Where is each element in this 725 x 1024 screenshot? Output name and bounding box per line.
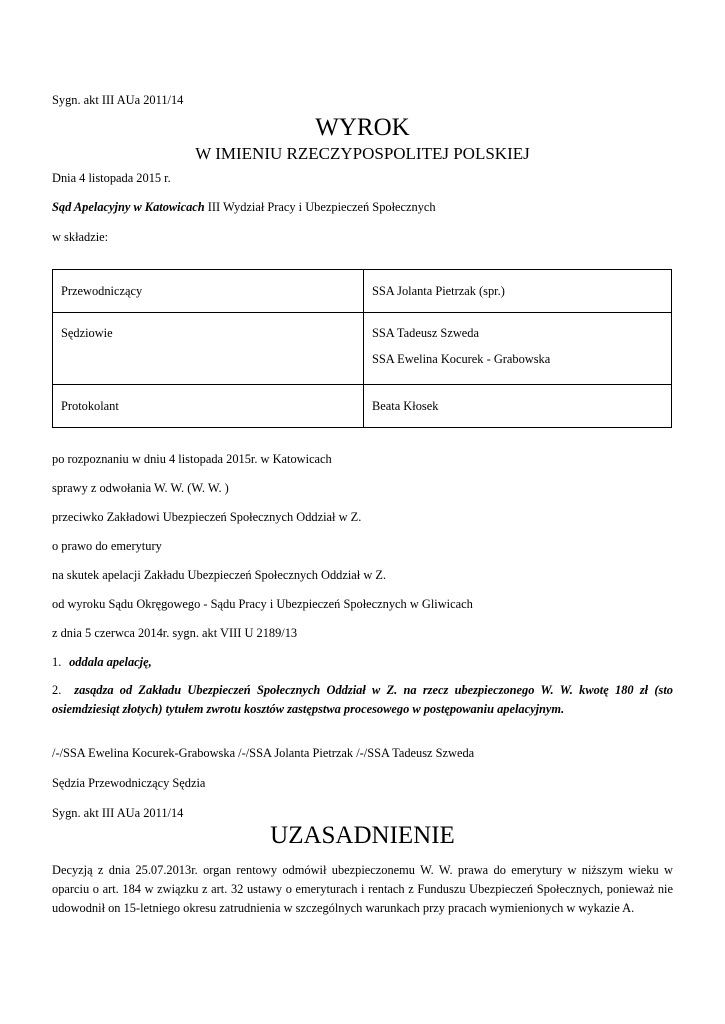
clerk-label: Protokolant (53, 385, 364, 428)
signatures-roles: Sędzia Przewodniczący Sędzia (52, 776, 206, 790)
table-row (53, 270, 672, 313)
bench-table (52, 269, 672, 428)
proceedings-line: po rozpoznaniu w dniu 4 listopada 2015r. w Katowicach (52, 452, 332, 466)
document-title: WYROK (315, 114, 410, 141)
lower-court-line: od wyroku Sądu Okręgowego - Sądu Pracy i Ubezpieczeń Społecznych w Gliwicach (52, 597, 473, 611)
table-row (53, 313, 672, 385)
clerk-name: Beata Kłosek (364, 385, 672, 428)
document-subtitle: W IMIENIU RZECZYPOSPOLITEJ POLSKIEJ (195, 144, 530, 163)
court-name: Sąd Apelacyjny w Katowicach (52, 200, 205, 214)
court-line (52, 200, 436, 215)
composition-label: w składzie: (52, 230, 109, 244)
ruling-text: oddala apelację, (69, 655, 152, 669)
ruling-number: 2. (52, 683, 62, 697)
signatures-names: /-/SSA Ewelina Kocurek-Grabowska /-/SSA Jolanta Pietrzak /-/SSA Tadeusz Szweda (52, 746, 475, 760)
judge-name: SSA Ewelina Kocurek - Grabowska (372, 352, 551, 366)
appellant-line: sprawy z odwołania W. W. (W. W. ) (52, 481, 229, 495)
ruling-number: 1. (52, 655, 62, 669)
ruling-text: zasądza od Zakładu Ubezpieczeń Społecznych Oddział w Z. na rzecz ubezpieczonego W. W. kwotę 180 zł (sto osiemdziesiąt złotych) tytułem zwrotu kosztów zastępstwa procesowego w postępowaniu apelacyjnym. (52, 683, 673, 716)
court-division: III Wydział Pracy i Ubezpieczeń Społecznych (204, 200, 436, 214)
justification-paragraph: Decyzją z dnia 25.07.2013r. organ rentowy odmówił ubezpieczonemu W. W. prawa do emerytury w niższym wieku w oparciu o art. 184 w związku z art. 32 ustawy o emeryturach i rentach z Funduszu Ubezpieczeń Społecznych, ponieważ nie udowodnił on 15-letniego okresu zatrudnienia w szczególnych warunkach przy pracach wymienionych w wykazie A. (52, 863, 673, 915)
appeal-line: na skutek apelacji Zakładu Ubezpieczeń Społecznych Oddział w Z. (52, 568, 387, 582)
table-row (53, 385, 672, 428)
lower-judgment-line: z dnia 5 czerwca 2014r. sygn. akt VIII U 2189/13 (52, 626, 298, 640)
ruling-item (52, 655, 152, 670)
respondent-line: przeciwko Zakładowi Ubezpieczeń Społecznych Oddział w Z. (52, 510, 362, 524)
judge-name: SSA Tadeusz Szweda (372, 326, 479, 340)
judges-cell (364, 313, 672, 385)
presiding-name: SSA Jolanta Pietrzak (spr.) (364, 270, 672, 313)
judges-label: Sędziowie (53, 313, 364, 385)
case-number: Sygn. akt III AUa 2011/14 (52, 93, 184, 107)
justification-case-number: Sygn. akt III AUa 2011/14 (52, 806, 184, 820)
subject-line: o prawo do emerytury (52, 539, 162, 553)
presiding-label: Przewodniczący (53, 270, 364, 313)
ruling-item (52, 681, 673, 719)
justification-title: UZASADNIENIE (270, 822, 455, 849)
judgment-date: Dnia 4 listopada 2015 r. (52, 171, 171, 185)
